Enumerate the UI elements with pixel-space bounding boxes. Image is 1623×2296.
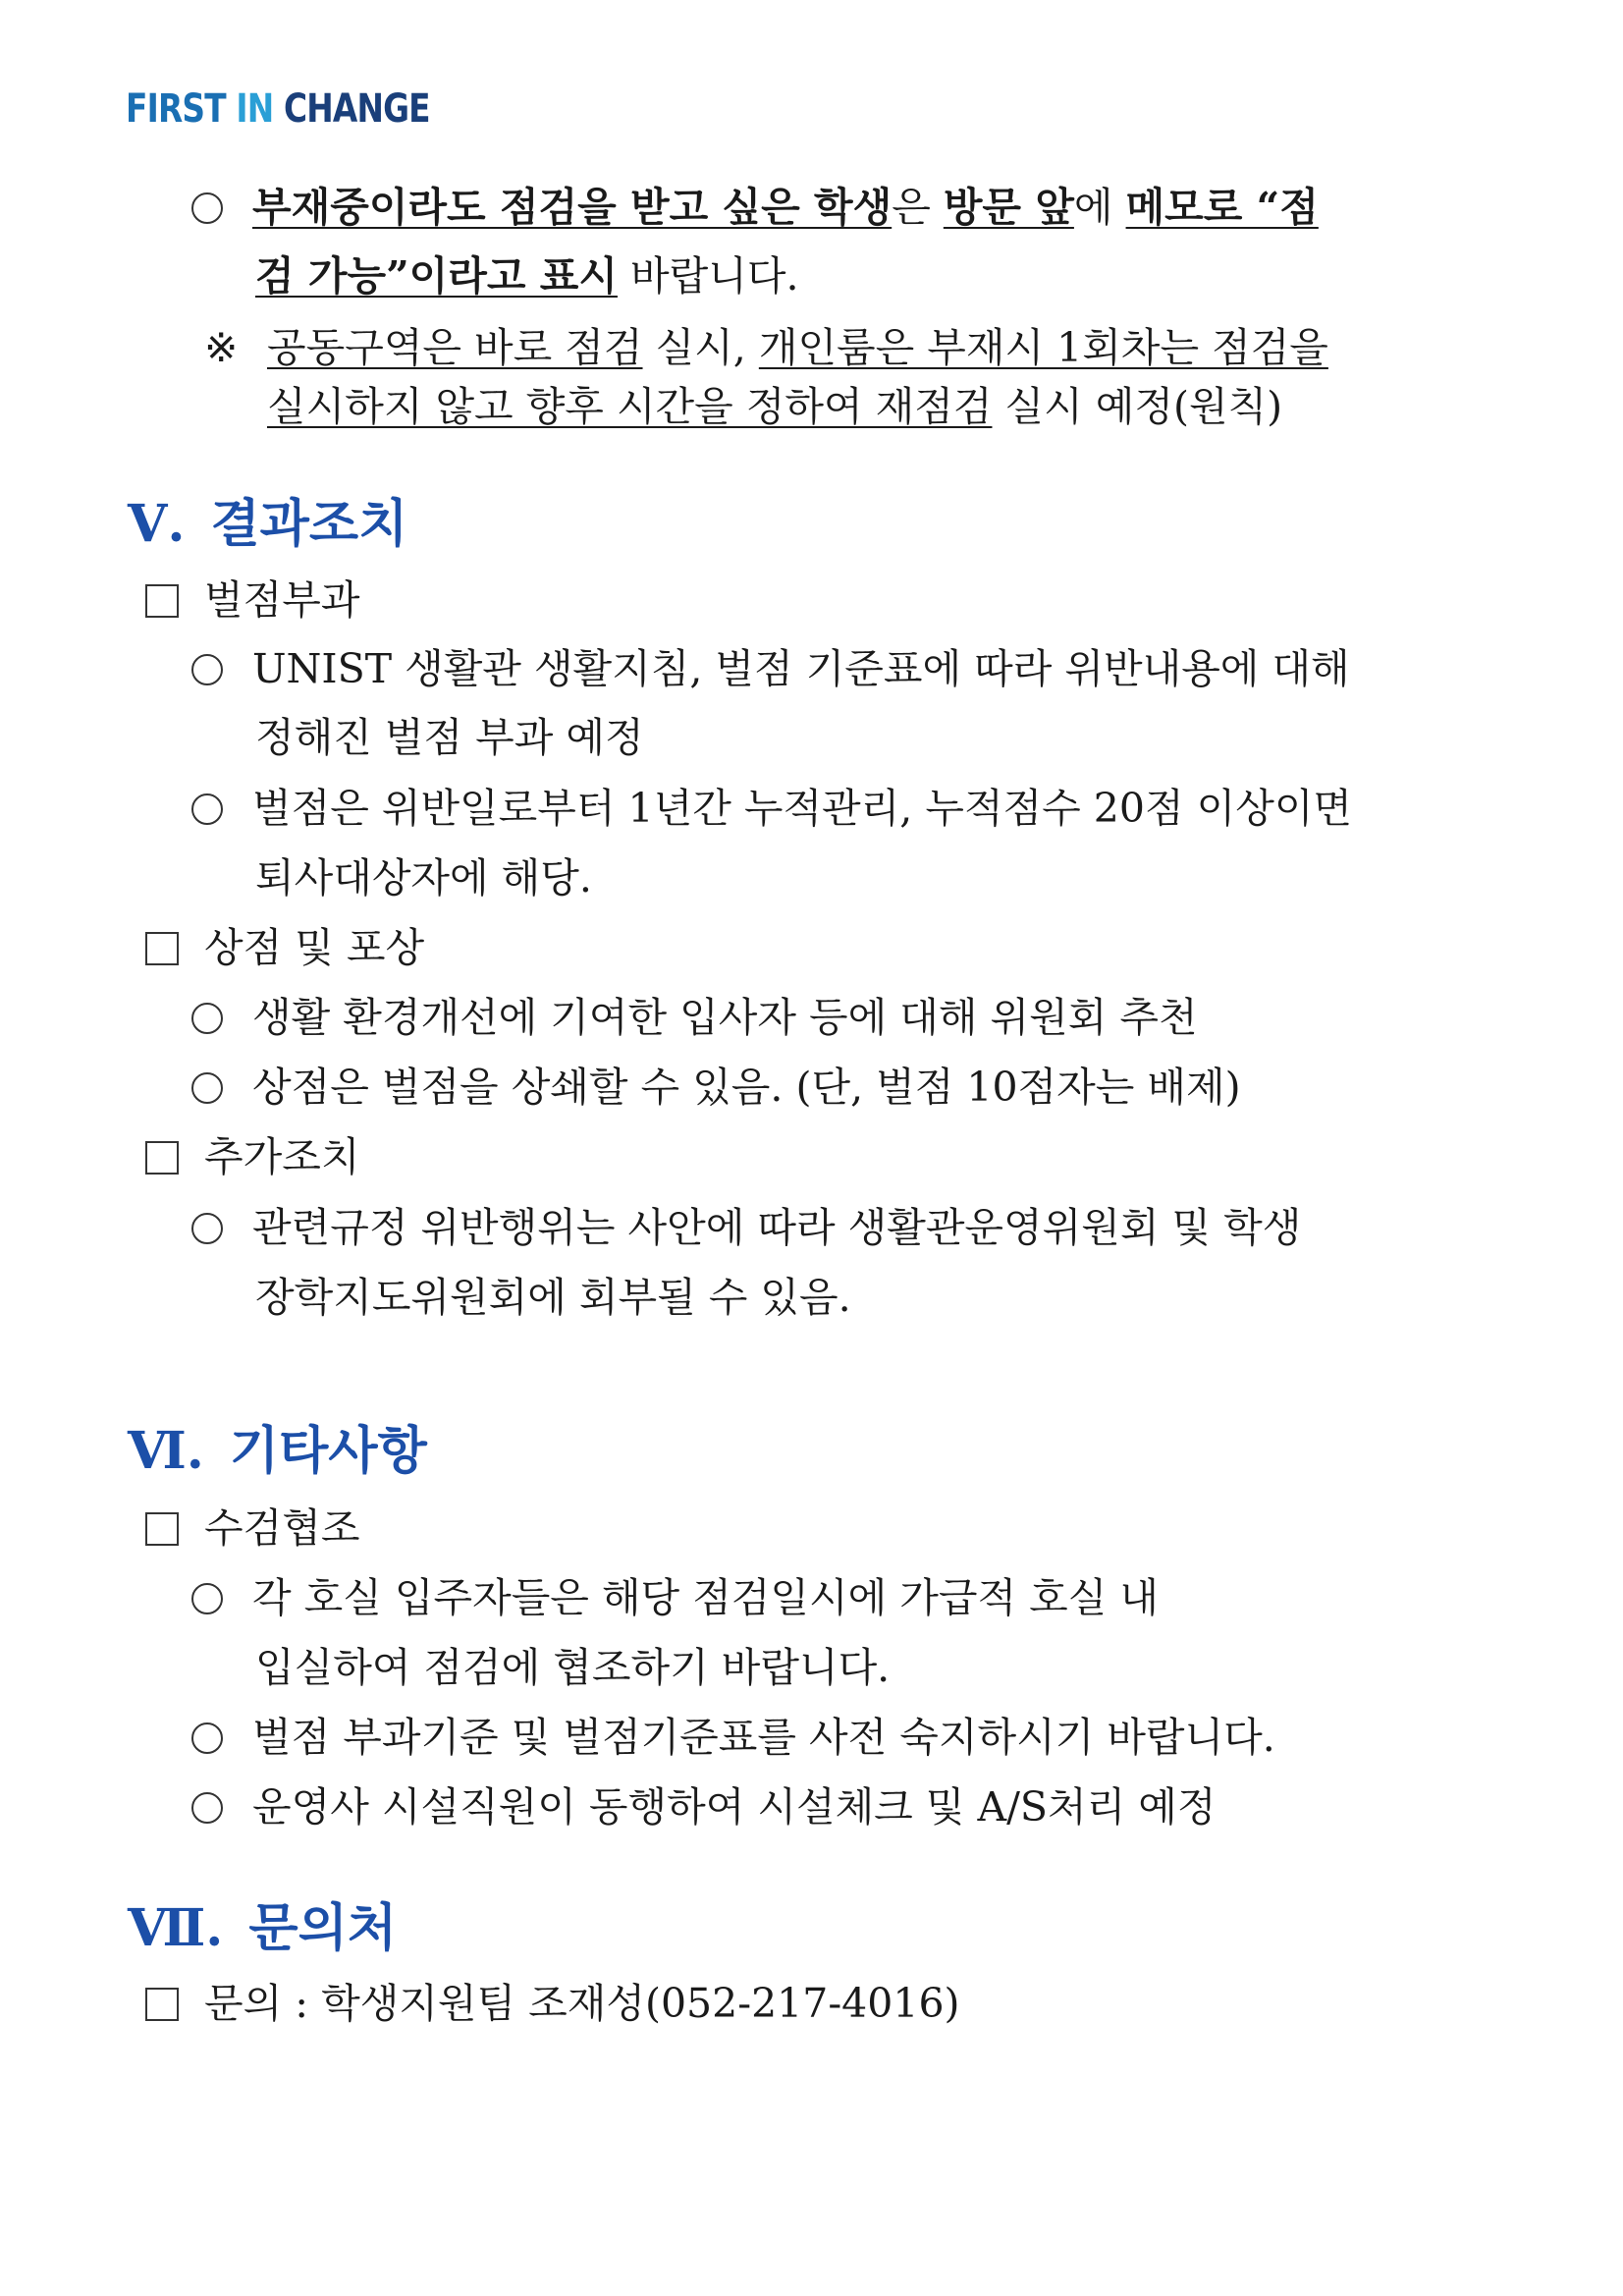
intro-item1-part5: 메모로 “점 [1125, 184, 1319, 231]
section-number: Ⅶ. [128, 1898, 224, 1958]
box-item-rewards [145, 920, 424, 975]
square-bullet-icon [145, 1512, 179, 1546]
penalty-item-1 [191, 641, 1350, 696]
penalty-item1-line1: UNIST 생활관 생활지침, 벌점 기준표에 따라 위반내용에 대해 [252, 645, 1350, 692]
section-title: 기타사항 [229, 1421, 427, 1481]
penalty-item-1-cont: 정해진 벌점 부과 예정 [255, 714, 644, 761]
additional-item1-line1: 관련규정 위반행위는 사안에 따라 생활관운영위원회 및 학생 [252, 1204, 1302, 1251]
section-heading-results [128, 493, 407, 556]
box-item-label: 벌점부과 [204, 576, 360, 624]
note-reference-mark: ※ [204, 324, 239, 371]
rewards-item1-text: 생활 환경개선에 기여한 입사자 등에 대해 위원회 추천 [252, 994, 1198, 1041]
section-number: Ⅵ. [128, 1421, 204, 1481]
box-item-label: 상점 및 포상 [204, 924, 425, 971]
cooperation-item-3 [191, 1779, 1216, 1834]
square-bullet-icon [145, 1988, 179, 2021]
cooperation-item1-line1: 각 호실 입주자들은 해당 점검일시에 가급적 호실 내 [252, 1574, 1159, 1621]
rewards-item-2 [191, 1060, 1241, 1115]
circle-bullet-icon [191, 1792, 223, 1824]
box-item-contact [145, 1976, 960, 2031]
note-line-2 [267, 379, 1282, 434]
note-line1-part3: 개인룸은 부재시 1회차는 점검을 [758, 324, 1328, 371]
box-item-label: 수검협조 [204, 1504, 360, 1552]
intro-item1-part3: 방문 앞 [943, 184, 1074, 231]
first-in-change-logo [126, 86, 430, 132]
note-line-1 [267, 320, 1328, 375]
intro-item1-part4: 에 [1073, 184, 1126, 231]
circle-bullet-icon [191, 1003, 223, 1034]
intro-item-absent-inspection [191, 180, 1319, 235]
note-line1-part2: 실시, [642, 324, 759, 371]
additional-item-1-cont: 장학지도위원회에 회부될 수 있음. [255, 1274, 851, 1321]
contact-text: 문의 : 학생지원팀 조재성(052-217-4016) [204, 1980, 960, 2027]
circle-bullet-icon [191, 793, 223, 825]
intro-item1-line2-part1: 검 가능”이라고 표시 [255, 252, 618, 300]
square-bullet-icon [145, 932, 179, 965]
penalty-item-2-cont: 퇴사대상자에 해당. [255, 854, 592, 902]
section-heading-contact [128, 1897, 397, 1960]
note-line2-part2: 실시 예정(원칙) [992, 383, 1283, 430]
penalty-item-2 [191, 781, 1352, 836]
intro-item1-part2: 은 [892, 184, 944, 231]
intro-item-absent-inspection-cont [255, 248, 798, 303]
rewards-item2-text: 상점은 벌점을 상쇄할 수 있음. (단, 벌점 10점자는 배제) [252, 1064, 1241, 1111]
additional-item-1 [191, 1200, 1301, 1255]
intro-item1-line2-part2: 바랍니다. [617, 252, 799, 300]
circle-bullet-icon [191, 1072, 223, 1104]
box-item-penalty [145, 573, 359, 628]
circle-bullet-icon [191, 1213, 223, 1244]
section-number: Ⅴ. [128, 494, 186, 554]
box-item-label: 추가조치 [204, 1133, 360, 1180]
rewards-item-1 [191, 990, 1198, 1045]
section-title: 결과조치 [210, 494, 408, 554]
circle-bullet-icon [191, 654, 223, 685]
box-item-additional [145, 1129, 359, 1184]
cooperation-item3-text: 운영사 시설직원이 동행하여 시설체크 및 A/S처리 예정 [252, 1783, 1217, 1831]
cooperation-item2-text: 벌점 부과기준 및 벌점기준표를 사전 숙지하시기 바랍니다. [252, 1714, 1275, 1761]
logo-word-first: FIRST [126, 86, 226, 132]
intro-item1-part1: 부재중이라도 점검을 받고 싶은 학생 [252, 184, 893, 231]
square-bullet-icon [145, 584, 179, 618]
box-item-cooperation [145, 1501, 359, 1556]
circle-bullet-icon [191, 1722, 223, 1754]
logo-word-change: CHANGE [284, 86, 430, 132]
cooperation-item-1 [191, 1570, 1159, 1625]
note-line1-part1: 공동구역은 바로 점검 [267, 324, 643, 371]
circle-bullet-icon [191, 192, 223, 224]
section-heading-other [128, 1420, 427, 1483]
note-line2-part1: 실시하지 않고 향후 시간을 정하여 재점검 [267, 383, 993, 430]
square-bullet-icon [145, 1141, 179, 1175]
circle-bullet-icon [191, 1583, 223, 1614]
cooperation-item-2 [191, 1710, 1275, 1765]
section-title: 문의처 [248, 1898, 398, 1958]
cooperation-item-1-cont: 입실하여 점검에 협조하기 바랍니다. [255, 1644, 891, 1691]
penalty-item2-line1: 벌점은 위반일로부터 1년간 누적관리, 누적점수 20점 이상이면 [252, 785, 1353, 832]
logo-word-in: IN [236, 86, 274, 132]
